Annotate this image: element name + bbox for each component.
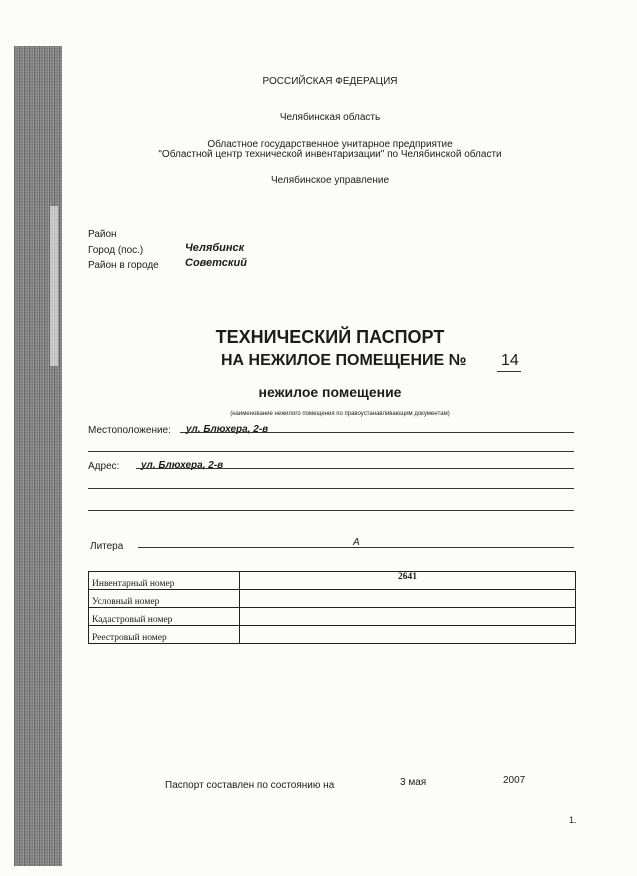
document-title: ТЕХНИЧЕСКИЙ ПАСПОРТ — [215, 327, 445, 347]
scan-binding-edge — [14, 46, 62, 866]
document-subtitle-line: НА НЕЖИЛОЕ ПОМЕЩЕНИЕ № — [221, 352, 467, 369]
region-name: Челябинская область — [279, 112, 381, 123]
premises-type-caption: (наименование нежилого помещения по правоустанавливающим документам) — [230, 411, 450, 417]
department-name: Челябинское управление — [270, 175, 390, 186]
city-label: Город (пос.) — [88, 245, 144, 256]
district-label: Район — [88, 229, 117, 240]
location-value: ул. Блюхера, 2-в — [186, 424, 269, 435]
city-value: Челябинск — [185, 242, 245, 254]
registry-label: Кадастровый номер — [89, 608, 240, 626]
city-district-value: Советский — [185, 257, 247, 269]
registry-table — [88, 571, 576, 644]
city-district-label: Район в городе — [88, 260, 159, 271]
address-value: ул. Блюхера, 2-в — [141, 460, 224, 471]
registry-label: Инвентарный номер — [89, 572, 240, 590]
date-year: 2007 — [503, 775, 526, 786]
registry-value — [240, 626, 576, 644]
org-line-2: "Областной центр технической инвентаризации" по Челябинской области — [158, 149, 502, 160]
date-label: Паспорт составлен по состоянию на — [165, 780, 335, 791]
date-day-month: 3 мая — [400, 777, 427, 788]
table-row — [89, 626, 576, 644]
location-label: Местоположение: — [88, 425, 171, 436]
registry-value — [240, 590, 576, 608]
country-heading: РОССИЙСКАЯ ФЕДЕРАЦИЯ — [262, 76, 398, 87]
room-number: 14 — [501, 352, 519, 369]
registry-label: Условный номер — [89, 590, 240, 608]
litera-value: А — [353, 537, 360, 548]
litera-label: Литера — [90, 541, 124, 552]
registry-value: 2641 — [240, 572, 576, 590]
page-number: 1. — [569, 815, 577, 825]
org-line-1: Областное государственное унитарное предприятие — [207, 139, 453, 150]
table-row — [89, 590, 576, 608]
premises-type: нежилое помещение — [258, 384, 402, 400]
registry-label: Реестровый номер — [89, 626, 240, 644]
registry-value — [240, 608, 576, 626]
table-row — [89, 608, 576, 626]
address-label: Адрес: — [88, 461, 120, 472]
table-row — [89, 572, 576, 590]
